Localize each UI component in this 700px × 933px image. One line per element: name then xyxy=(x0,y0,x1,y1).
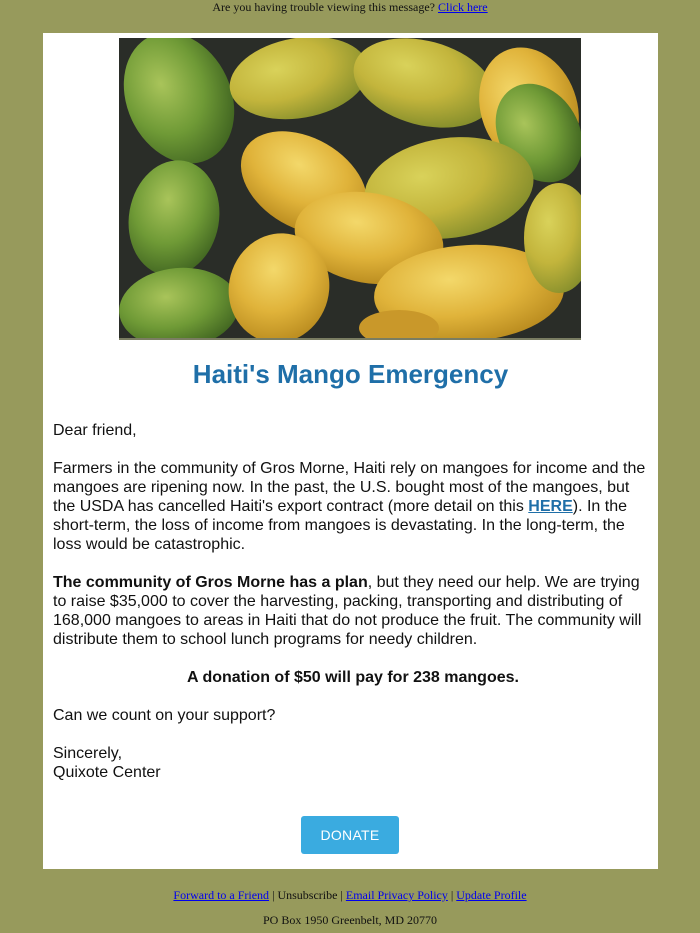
signature-block xyxy=(53,744,653,782)
donation-impact: A donation of $50 will pay for 238 mangoes. xyxy=(187,669,519,686)
email-footer xyxy=(0,887,700,928)
footer-separator: | xyxy=(340,888,343,902)
paragraph-problem xyxy=(53,459,653,554)
paragraph-problem-end: ). In the short-term, the loss of income from mangoes is devastating. In the long-term, the loss would be catastrophic. xyxy=(53,498,627,553)
signature-name: Quixote Center xyxy=(53,764,161,781)
postal-address: PO Box 1950 Greenbelt, MD 20770 xyxy=(263,913,437,927)
update-profile-link[interactable]: Update Profile xyxy=(456,888,527,902)
forward-to-friend-link[interactable]: Forward to a Friend xyxy=(173,888,270,902)
mango-hero-image xyxy=(119,38,581,338)
page-title: Haiti's Mango Emergency xyxy=(192,359,509,389)
hero-underline xyxy=(119,338,581,340)
more-detail-link[interactable]: HERE xyxy=(528,498,573,515)
trouble-viewing-text: Are you having trouble viewing this message? xyxy=(212,0,435,14)
donate-button[interactable]: DONATE xyxy=(301,816,399,854)
click-here-link[interactable]: Click here xyxy=(437,0,488,14)
footer-separator: | xyxy=(272,888,275,902)
footer-links xyxy=(0,887,700,903)
plan-emphasis: The community of Gros Morne has a plan xyxy=(53,574,368,591)
plan-details: , but they need our help. We are trying to raise $35,000 to cover the harvesting, packing, transporting and distributing of 168,000 mangoes to areas in Haiti that do not produce the fruit. The community will distribute them to school lunch programs for needy children. xyxy=(53,574,642,648)
greeting: Dear friend, xyxy=(53,422,137,439)
footer-separator: | xyxy=(450,888,454,902)
signoff: Sincerely, xyxy=(53,745,123,762)
email-card xyxy=(43,33,658,869)
paragraph-problem-start: Farmers in the community of Gros Morne, Haiti rely on mangoes for income and the mangoes are ripening now. In the past, the U.S. bought most of the mangoes, but the USDA has cancelled Haiti's export contract (more detail on this xyxy=(53,460,646,515)
privacy-policy-link[interactable]: Email Privacy Policy xyxy=(345,888,448,902)
support-question: Can we count on your support? xyxy=(53,707,276,724)
unsubscribe-text[interactable]: Unsubscribe xyxy=(277,888,338,902)
trouble-viewing-notice xyxy=(0,0,700,20)
message-body xyxy=(53,421,653,782)
paragraph-plan xyxy=(53,573,653,649)
